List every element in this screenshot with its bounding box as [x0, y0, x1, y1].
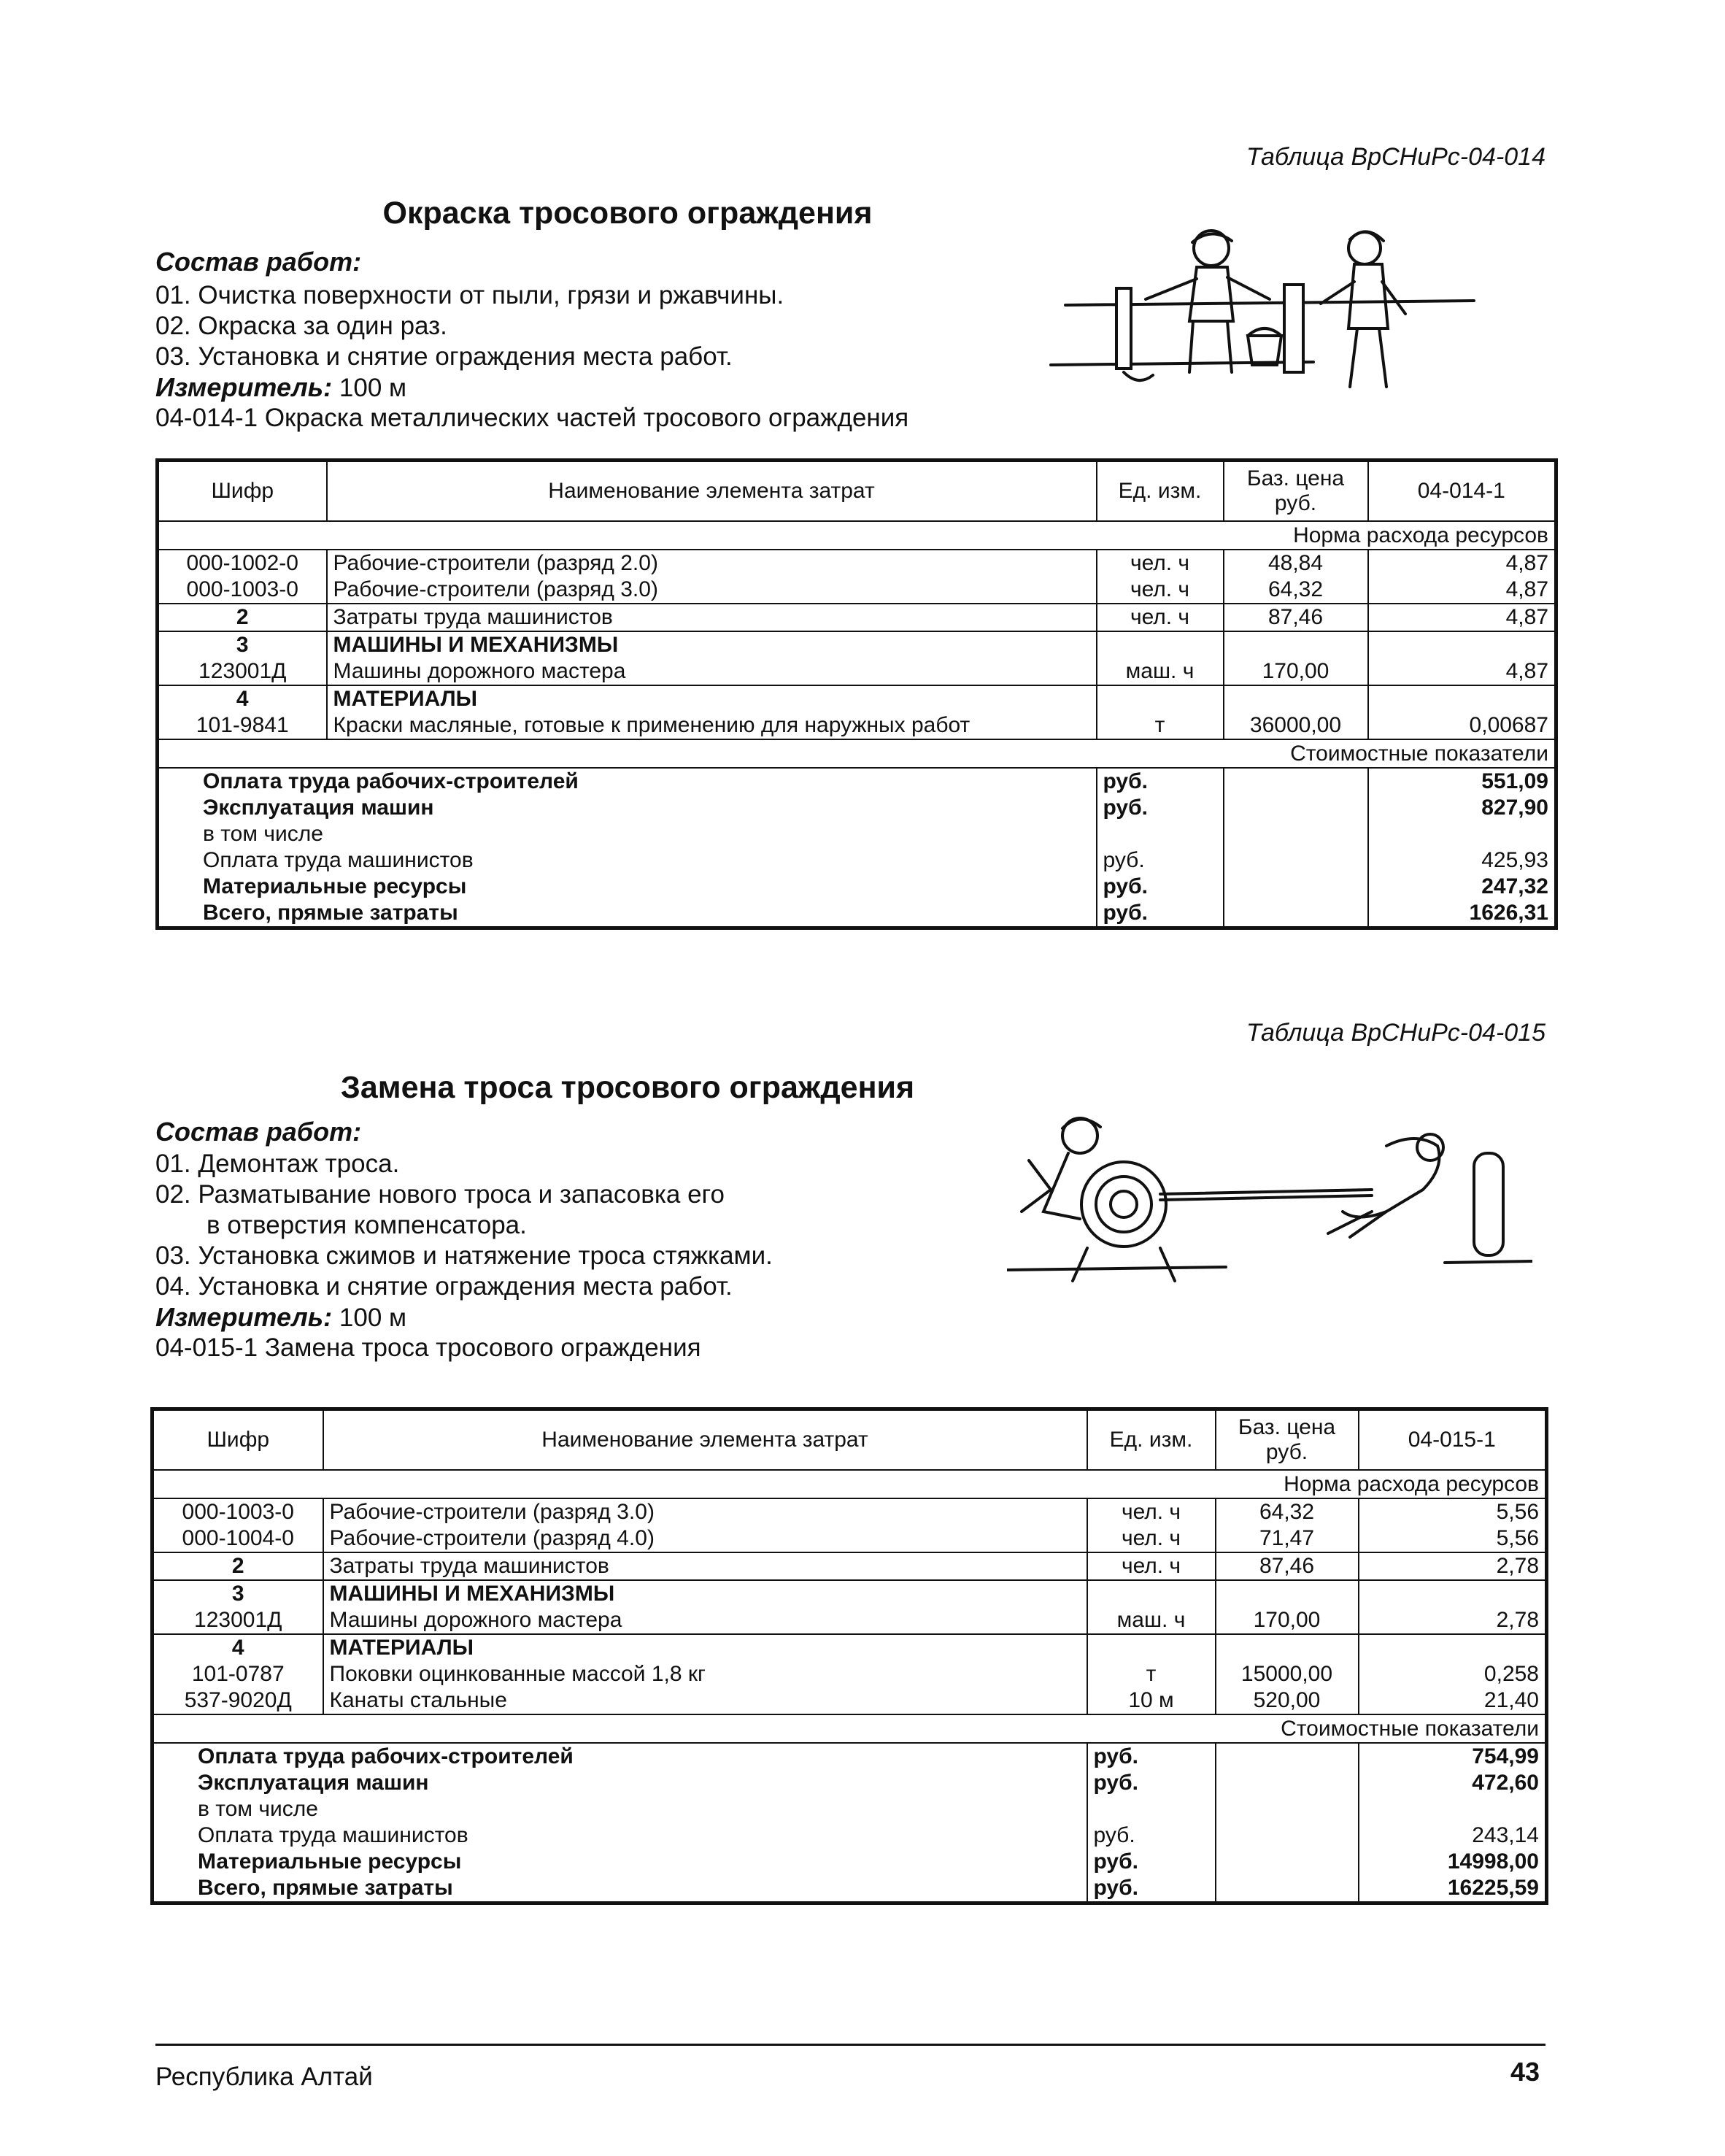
footer-region: Республика Алтай — [155, 2063, 373, 2091]
row-code: 2 — [153, 1552, 323, 1580]
summary-name: в том числе — [153, 1796, 1087, 1822]
row-value: 4,87 — [1368, 550, 1556, 577]
row-unit: чел. ч — [1097, 604, 1224, 631]
summary-name: Оплата труда рабочих-строителей — [153, 1743, 1087, 1770]
row-name: Машины дорожного мастера — [323, 1607, 1087, 1634]
row-unit: маш. ч — [1097, 658, 1224, 685]
row-name: МАТЕРИАЛЫ — [323, 1634, 1087, 1661]
row-name: МАТЕРИАЛЫ — [327, 685, 1097, 712]
summary-name: Эксплуатация машин — [153, 1770, 1087, 1796]
meter-label: Измеритель: — [155, 372, 333, 402]
col-header-price: Баз. цена руб. — [1216, 1409, 1359, 1471]
col-header-item: 04-014-1 — [1368, 461, 1556, 522]
step-2-continued: в отверстия компенсатора. — [207, 1211, 527, 1239]
row-value: 5,56 — [1359, 1525, 1547, 1552]
row-code: 101-9841 — [158, 712, 327, 739]
col-header-code: Шифр — [158, 461, 327, 522]
row-code: 000-1002-0 — [158, 550, 327, 577]
row-code: 000-1003-0 — [158, 577, 327, 604]
row-price: 170,00 — [1216, 1607, 1359, 1634]
row-name: МАШИНЫ И МЕХАНИЗМЫ — [327, 631, 1097, 658]
cost-table — [150, 1407, 1548, 1905]
step-2: 02. Разматывание нового троса и запасовка его — [155, 1180, 725, 1209]
row-price: 64,32 — [1216, 1498, 1359, 1525]
row-unit: чел. ч — [1097, 550, 1224, 577]
row-value: 0,258 — [1359, 1661, 1547, 1687]
summary-unit: руб. — [1087, 1875, 1216, 1903]
row-unit: чел. ч — [1087, 1525, 1216, 1552]
row-unit: чел. ч — [1087, 1552, 1216, 1580]
summary-name: Оплата труда машинистов — [158, 847, 1097, 874]
summary-name: Оплата труда машинистов — [153, 1822, 1087, 1849]
summary-value: 14998,00 — [1359, 1849, 1547, 1875]
row-unit: 10 м — [1087, 1687, 1216, 1714]
summary-unit: руб. — [1097, 795, 1224, 821]
step-1: 01. Демонтаж троса. — [155, 1150, 400, 1178]
table-tag: Таблица ВрСНиРс-04-015 — [1246, 1019, 1545, 1047]
row-value: 2,78 — [1359, 1607, 1547, 1634]
row-price: 520,00 — [1216, 1687, 1359, 1714]
step-3: 03. Установка сжимов и натяжение троса стяжками. — [155, 1241, 773, 1270]
cost-table — [155, 458, 1558, 930]
summary-name: в том числе — [158, 821, 1097, 847]
row-value: 4,87 — [1368, 658, 1556, 685]
step-2: 02. Окраска за один раз. — [155, 312, 447, 340]
row-value: 2,78 — [1359, 1552, 1547, 1580]
summary-name: Материальные ресурсы — [153, 1849, 1087, 1875]
summary-unit: руб. — [1087, 1822, 1216, 1849]
summary-name: Всего, прямые затраты — [153, 1875, 1087, 1903]
row-name: Канаты стальные — [323, 1687, 1087, 1714]
summary-name: Материальные ресурсы — [158, 874, 1097, 900]
norm-label: Норма расхода ресурсов — [153, 1470, 1547, 1498]
cost-label: Стоимостные показатели — [153, 1714, 1547, 1743]
row-code: 4 — [153, 1634, 323, 1661]
row-name: Рабочие-строители (разряд 4.0) — [323, 1525, 1087, 1552]
row-code: 101-0787 — [153, 1661, 323, 1687]
row-price: 71,47 — [1216, 1525, 1359, 1552]
meter-value: 100 м — [339, 374, 407, 402]
col-header-item: 04-015-1 — [1359, 1409, 1547, 1471]
summary-name: Оплата труда рабочих-строителей — [158, 768, 1097, 795]
summary-unit: руб. — [1097, 900, 1224, 928]
row-name: МАШИНЫ И МЕХАНИЗМЫ — [323, 1580, 1087, 1607]
row-name: Поковки оцинкованные массой 1,8 кг — [323, 1661, 1087, 1687]
row-unit: чел. ч — [1087, 1498, 1216, 1525]
row-value: 5,56 — [1359, 1498, 1547, 1525]
row-code: 123001Д — [153, 1607, 323, 1634]
cable-pulling-illustration — [1007, 1102, 1532, 1292]
col-header-name: Наименование элемента затрат — [327, 461, 1097, 522]
row-name: Краски масляные, готовые к применению для наружных работ — [327, 712, 1097, 739]
code-line: 04-014-1 Окраска металлических частей тросового ограждения — [155, 404, 909, 432]
row-unit: маш. ч — [1087, 1607, 1216, 1634]
row-unit: т — [1087, 1661, 1216, 1687]
col-header-name: Наименование элемента затрат — [323, 1409, 1087, 1471]
page-number: 43 — [1510, 2057, 1540, 2087]
summary-value: 247,32 — [1368, 874, 1556, 900]
row-unit: чел. ч — [1097, 577, 1224, 604]
summary-value: 551,09 — [1368, 768, 1556, 795]
col-header-unit: Ед. изм. — [1097, 461, 1224, 522]
row-price: 64,32 — [1224, 577, 1368, 604]
summary-unit: руб. — [1097, 847, 1224, 874]
step-1: 01. Очистка поверхности от пыли, грязи и ржавчины. — [155, 281, 784, 309]
summary-unit: руб. — [1097, 874, 1224, 900]
composition-label: Состав работ: — [155, 1117, 362, 1147]
composition-label: Состав работ: — [155, 247, 362, 277]
summary-name: Всего, прямые затраты — [158, 900, 1097, 928]
code-line: 04-015-1 Замена троса тросового ограждения — [155, 1333, 701, 1362]
cost-label: Стоимостные показатели — [158, 739, 1556, 768]
summary-unit: руб. — [1087, 1770, 1216, 1796]
footer-divider — [155, 2044, 1545, 2046]
step-4: 04. Установка и снятие ограждения места работ. — [155, 1272, 733, 1301]
row-price: 170,00 — [1224, 658, 1368, 685]
row-code: 123001Д — [158, 658, 327, 685]
row-unit: т — [1097, 712, 1224, 739]
summary-value: 827,90 — [1368, 795, 1556, 821]
summary-unit: руб. — [1087, 1849, 1216, 1875]
row-code: 2 — [158, 604, 327, 631]
summary-unit: руб. — [1087, 1743, 1216, 1770]
row-code: 000-1004-0 — [153, 1525, 323, 1552]
row-code: 3 — [153, 1580, 323, 1607]
summary-value: 754,99 — [1359, 1743, 1547, 1770]
row-price: 15000,00 — [1216, 1661, 1359, 1687]
section-title: Окраска тросового ограждения — [382, 196, 873, 231]
row-price: 36000,00 — [1224, 712, 1368, 739]
summary-value: 1626,31 — [1368, 900, 1556, 928]
row-name: Затраты труда машинистов — [327, 604, 1097, 631]
row-name: Машины дорожного мастера — [327, 658, 1097, 685]
row-price: 48,84 — [1224, 550, 1368, 577]
col-header-price: Баз. цена руб. — [1224, 461, 1368, 522]
row-code: 4 — [158, 685, 327, 712]
table-tag: Таблица ВрСНиРс-04-014 — [1246, 143, 1545, 171]
summary-unit: руб. — [1097, 768, 1224, 795]
painting-workers-illustration — [1036, 219, 1489, 416]
summary-value: 472,60 — [1359, 1770, 1547, 1796]
summary-value: 425,93 — [1368, 847, 1556, 874]
meter-label: Измеритель: — [155, 1302, 333, 1332]
row-value: 4,87 — [1368, 604, 1556, 631]
row-name: Рабочие-строители (разряд 3.0) — [327, 577, 1097, 604]
row-code: 537-9020Д — [153, 1687, 323, 1714]
meter-value: 100 м — [339, 1304, 407, 1332]
row-code: 3 — [158, 631, 327, 658]
row-name: Затраты труда машинистов — [323, 1552, 1087, 1580]
row-value: 21,40 — [1359, 1687, 1547, 1714]
row-name: Рабочие-строители (разряд 2.0) — [327, 550, 1097, 577]
row-price: 87,46 — [1224, 604, 1368, 631]
col-header-code: Шифр — [153, 1409, 323, 1471]
summary-name: Эксплуатация машин — [158, 795, 1097, 821]
summary-value: 243,14 — [1359, 1822, 1547, 1849]
row-code: 000-1003-0 — [153, 1498, 323, 1525]
norm-label: Норма расхода ресурсов — [158, 521, 1556, 550]
step-3: 03. Установка и снятие ограждения места работ. — [155, 342, 733, 371]
col-header-unit: Ед. изм. — [1087, 1409, 1216, 1471]
row-price: 87,46 — [1216, 1552, 1359, 1580]
row-value: 0,00687 — [1368, 712, 1556, 739]
section-title: Замена троса тросового ограждения — [340, 1070, 915, 1105]
row-value: 4,87 — [1368, 577, 1556, 604]
summary-value: 16225,59 — [1359, 1875, 1547, 1903]
row-name: Рабочие-строители (разряд 3.0) — [323, 1498, 1087, 1525]
